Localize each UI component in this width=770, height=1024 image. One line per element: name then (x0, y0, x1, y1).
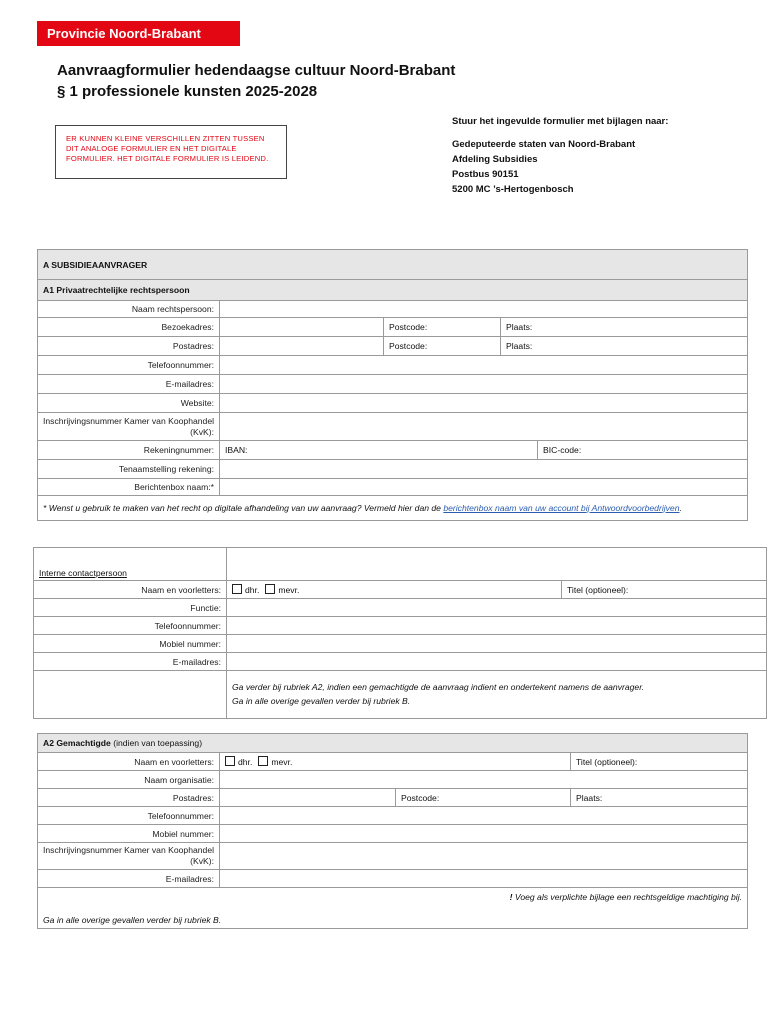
field-contact-email[interactable] (227, 653, 767, 671)
a2-plaats-label: Plaats: (576, 792, 603, 803)
field-phone[interactable] (220, 356, 748, 375)
contact-note (227, 671, 767, 719)
label-visit-address: Bezoekadres: (38, 318, 220, 337)
title-line-1: Aanvraagformulier hedendaagse cultuur Noord-Brabant (57, 62, 456, 79)
field-a2-postcode[interactable] (396, 789, 571, 807)
contact-title-text: Interne contactpersoon (39, 568, 127, 578)
contact-header-blank (227, 548, 767, 581)
field-a2-postal[interactable] (220, 789, 396, 807)
page-title (57, 60, 455, 102)
label-kvk: Inschrijvingsnummer Kamer van Koophandel (KvK): (38, 413, 220, 441)
label-contact-name: Naam en voorletters: (34, 581, 227, 599)
label-name: Naam rechtspersoon: (38, 301, 220, 318)
label-a2-kvk: Inschrijvingsnummer Kamer van Koophandel (KvK): (38, 843, 220, 870)
field-iban[interactable] (220, 441, 538, 460)
mandate-note-text: Voeg als verplichte bijlage een rechtsgeldige machtiging bij. (514, 891, 742, 902)
label-contact-email: E-mailadres: (34, 653, 227, 671)
contact-note-line-2: Ga in alle overige gevallen verder bij rubriek B. (232, 696, 411, 706)
mailbox-link[interactable]: berichtenbox naam van uw account bij Antwoordvoorbedrijven (443, 502, 680, 513)
field-account-holder[interactable] (220, 460, 748, 479)
section-a-table (37, 249, 748, 521)
field-visit-address[interactable] (220, 318, 384, 337)
plaats-label: Plaats: (506, 322, 533, 332)
field-a2-mobile[interactable] (220, 825, 748, 843)
title-line-2: § 1 professionele kunsten 2025-2028 (57, 83, 318, 100)
send-to-line-4: 5200 MC ’s-Hertogenbosch (452, 184, 574, 195)
postcode-label: Postcode: (389, 341, 428, 351)
field-a2-kvk[interactable] (220, 843, 748, 870)
label-a2-org: Naam organisatie: (38, 771, 220, 789)
checkbox-mevr[interactable] (265, 584, 275, 594)
label-account-holder: Tenaamstelling rekening: (38, 460, 220, 479)
mandate-note (38, 888, 748, 907)
field-a2-org[interactable] (220, 771, 748, 789)
footnote-text: * Wenst u gebruik te maken van het recht op digitale afhandeling van uw aanvraag? Vermeld hier dan de (43, 502, 444, 513)
label-phone: Telefoonnummer: (38, 356, 220, 375)
title-optional-label: Titel (optioneel): (567, 584, 629, 595)
a2-next-note: Ga in alle overige gevallen verder bij rubriek B. (38, 907, 748, 929)
send-to-line-2: Afdeling Subsidies (452, 154, 538, 165)
postcode-label: Postcode: (389, 322, 428, 332)
label-a2-phone: Telefoonnummer: (38, 807, 220, 825)
label-contact-phone: Telefoonnummer: (34, 617, 227, 635)
label-contact-function: Functie: (34, 599, 227, 617)
label-a2-email: E-mailadres: (38, 870, 220, 888)
label-a2-postal: Postadres: (38, 789, 220, 807)
field-postal-city[interactable] (501, 337, 748, 356)
a2-title-optional-label: Titel (optioneel): (576, 756, 638, 767)
label-website: Website: (38, 394, 220, 413)
send-to-line-1: Gedeputeerde staten van Noord-Brabant (452, 139, 636, 150)
mailbox-footnote (38, 496, 748, 521)
label-mailbox: Berichtenbox naam:* (38, 479, 220, 496)
iban-label: IBAN: (225, 445, 248, 455)
mevr-label: mevr. (278, 585, 300, 595)
field-postal-postcode[interactable] (384, 337, 501, 356)
label-a2-name: Naam en voorletters: (38, 753, 220, 771)
field-a2-title[interactable] (571, 753, 748, 771)
bic-label: BIC-code: (543, 445, 582, 455)
field-a2-name[interactable] (220, 753, 571, 771)
section-a2-title (38, 734, 748, 753)
plaats-label: Plaats: (506, 341, 533, 351)
checkbox-dhr[interactable] (232, 584, 242, 594)
a2-dhr-label: dhr. (238, 757, 253, 767)
contact-note-line-1: Ga verder bij rubriek A2, indien een gemachtigde de aanvraag indient en ondertekent namens de aanvrager. (232, 682, 645, 692)
send-to-intro: Stuur het ingevulde formulier met bijlagen naar: (452, 116, 669, 127)
label-contact-mobile: Mobiel nummer: (34, 635, 227, 653)
section-a1-title: A1 Privaatrechtelijke rechtspersoon (38, 280, 748, 301)
label-email: E-mailadres: (38, 375, 220, 394)
section-a-title: A SUBSIDIEAANVRAGER (38, 250, 748, 280)
label-postal-address: Postadres: (38, 337, 220, 356)
field-a2-phone[interactable] (220, 807, 748, 825)
footnote-end: . (679, 502, 682, 513)
send-to-address (452, 114, 702, 197)
field-website[interactable] (220, 394, 748, 413)
field-bic[interactable] (538, 441, 748, 460)
a2-title-text: A2 Gemachtigde (43, 738, 111, 748)
field-contact-phone[interactable] (227, 617, 767, 635)
field-contact-name[interactable] (227, 581, 562, 599)
a2-mevr-label: mevr. (271, 757, 293, 767)
checkbox-a2-dhr[interactable] (225, 756, 235, 766)
field-name[interactable] (220, 301, 748, 318)
field-contact-mobile[interactable] (227, 635, 767, 653)
label-a2-mobile: Mobiel nummer: (38, 825, 220, 843)
field-email[interactable] (220, 375, 748, 394)
field-mailbox[interactable] (220, 479, 748, 496)
contact-title (34, 548, 227, 581)
a2-subtitle: (indien van toepassing) (113, 738, 203, 748)
field-contact-title[interactable] (562, 581, 767, 599)
field-a2-city[interactable] (571, 789, 748, 807)
section-a2-table (37, 733, 748, 929)
contact-table (33, 547, 767, 719)
field-contact-function[interactable] (227, 599, 767, 617)
field-visit-city[interactable] (501, 318, 748, 337)
field-visit-postcode[interactable] (384, 318, 501, 337)
brand-banner: Provincie Noord-Brabant (37, 21, 240, 46)
dhr-label: dhr. (245, 585, 260, 595)
send-to-line-3: Postbus 90151 (452, 169, 519, 180)
notice-box: ER KUNNEN KLEINE VERSCHILLEN ZITTEN TUSSEN DIT ANALOGE FORMULIER EN HET DIGITALE FORMULIER. HET DIGITALE FORMULIER IS LEIDEND. (55, 125, 287, 179)
checkbox-a2-mevr[interactable] (258, 756, 268, 766)
field-kvk[interactable] (220, 413, 748, 441)
contact-note-spacer (34, 671, 227, 719)
label-account: Rekeningnummer: (38, 441, 220, 460)
field-postal-address[interactable] (220, 337, 384, 356)
field-a2-email[interactable] (220, 870, 748, 888)
warning-icon: ! (509, 891, 513, 902)
a2-postcode-label: Postcode: (401, 792, 440, 803)
